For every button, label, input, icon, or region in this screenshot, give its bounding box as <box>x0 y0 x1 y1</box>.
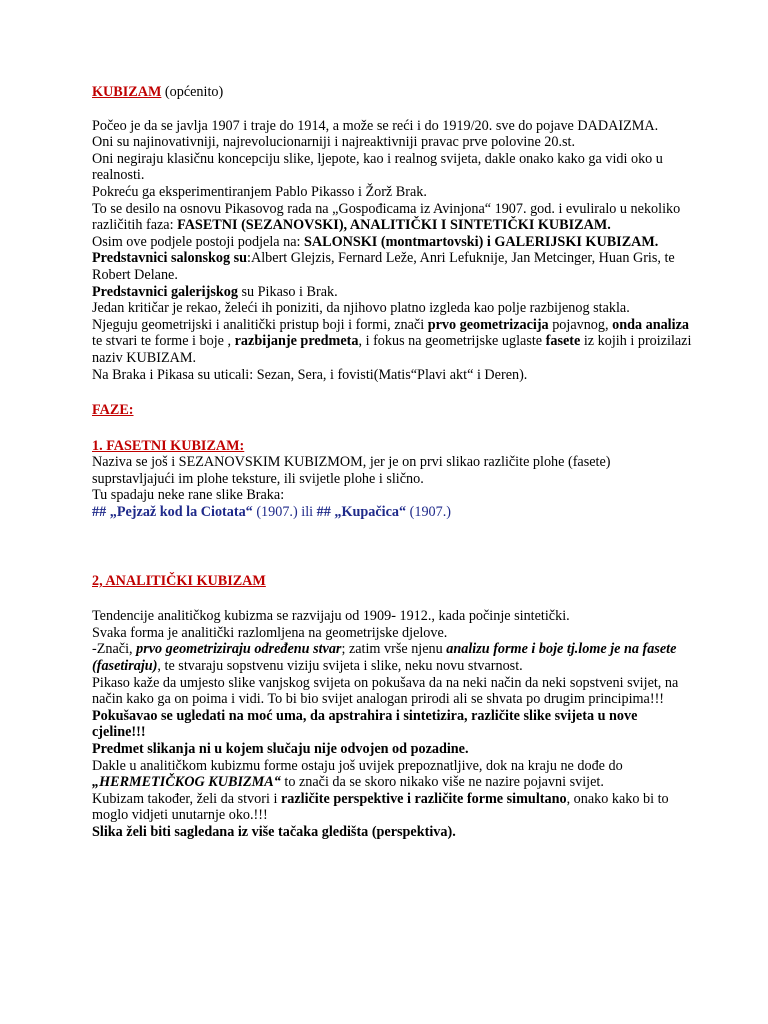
section-1-paragraph-1: Naziva se još i SEZANOVSKIM KUBIZMOM, jer je on prvi slikao različite plohe (fasete) suprstavljajući im plohe teksture, ili svijetle plohe i slično. <box>92 454 611 487</box>
intro-6-bold: SALONSKI (montmartovski) i GALERIJSKI KUBIZAM. <box>304 233 659 250</box>
page-title: KUBIZAM <box>92 84 162 100</box>
intro-10-i: iz kojih i proizilazi naziv KUBIZAM. <box>92 333 692 366</box>
section-1-heading: 1. FASETNI KUBIZAM: <box>92 437 245 454</box>
intro-8-text: su Pikaso i Brak. <box>237 283 338 300</box>
intro-10-c: pojavnog, <box>548 316 613 333</box>
intro-paragraph-1: Počeo je da se javlja 1907 i traje do 1914, a može se reći i do 1919/20. sve do pojave DADAIZMA. <box>92 117 659 134</box>
section-2-paragraph-2: Svaka forma je analitički razlomljena na geometrijske djelove. <box>92 624 448 641</box>
intro-10-a: Njeguju geometrijski i analitički pristup boji i formi, znači <box>92 316 428 333</box>
intro-10-g: , i fokus na geometrijske uglaste <box>358 333 546 350</box>
s2-7-c: to znači da se skoro nikako više ne nazire pojavni svijet. <box>280 774 604 791</box>
s2-7-b: „HERMETIČKOG KUBIZMA“ <box>92 774 281 791</box>
intro-paragraph-6 <box>92 234 692 251</box>
document-page <box>92 84 692 841</box>
s2-3-c: ; zatim vrše njenu <box>341 641 447 658</box>
s2-8-c: , onako kako bi to moglo vidjeti unutarnje oko.!!! <box>92 790 669 824</box>
s2-8-b: različite perspektive i različite forme simultano <box>280 790 567 807</box>
intro-10-b: prvo geometrizacija <box>427 316 549 333</box>
faze-heading: FAZE: <box>92 402 134 419</box>
intro-paragraph-10 <box>92 317 692 367</box>
intro-5-text: To se desilo na osnovu Pikasovog rada na „Gospođicama iz Avinjona“ 1907. god. i evuliralo u nekoliko različitih faza: <box>92 200 681 234</box>
section-2-paragraph-1: Tendencije analitičkog kubizma se razvijaju od 1909- 1912., kada počinje sintetički. <box>92 608 570 625</box>
intro-10-d: onda analiza <box>612 316 689 333</box>
work-1-title: ## „Pejzaž kod la Ciotata“ <box>92 504 253 521</box>
section-2-paragraph-5: Pokušavao se ugledati na moć uma, da apstrahira i sintetizira, različite slike svijeta u nove cjeline!!! <box>92 707 638 741</box>
section-2-paragraph-4: Pikaso kaže da umjesto slike vanjskog svijeta on pokušava da na neki način da neki sopstveni svijet, na način kako ga on poima i vidi. To bi bio svijet analogan prirodi ali se shvata po drugim principima!!! <box>92 674 679 708</box>
section-2-heading: 2, ANALITIČKI KUBIZAM <box>92 572 266 589</box>
intro-7-bold: Predstavnici salonskog su <box>92 250 248 267</box>
intro-paragraph-3: Oni negiraju klasičnu koncepciju slike, ljepote, kao i realnog svijeta, dakle onako kako ga vidi oko u realnosti. <box>92 150 663 184</box>
s2-8-a: Kubizam također, želi da stvori i <box>92 790 281 807</box>
section-2-paragraph-3 <box>92 641 692 674</box>
intro-paragraph-9: Jedan kritičar je rekao, želeći ih poniziti, da njihovo platno izgleda kao polje razbijenog stakla. <box>92 300 630 317</box>
intro-6-text: Osim ove podjele postoji podjela na: <box>92 233 304 250</box>
intro-paragraph-4: Pokreću ga eksperimentiranjem Pablo Pikasso i Žorž Brak. <box>92 183 427 200</box>
work-2-year: (1907.) <box>406 504 452 521</box>
page-subtitle: (općenito) <box>161 84 224 100</box>
intro-10-f: razbijanje predmeta <box>234 333 359 350</box>
intro-8-bold: Predstavnici galerijskog <box>92 283 238 300</box>
section-2-paragraph-8 <box>92 791 692 824</box>
s2-3-e: , te stvaraju sopstvenu viziju svijeta i slike, neku novu stvarnost. <box>157 658 523 675</box>
intro-paragraph-11: Na Braka i Pikasa su uticali: Sezan, Sera, i fovisti(Matis“Plavi akt“ i Deren). <box>92 366 528 383</box>
s2-3-d: analizu forme i boje tj.lome je na fasete (fasetiraju) <box>92 641 677 675</box>
intro-paragraph-5 <box>92 201 692 234</box>
intro-paragraph-8 <box>92 284 692 301</box>
intro-5-bold: FASETNI (SEZANOVSKI), ANALITIČKI I SINTETIČKI KUBIZAM. <box>177 217 611 234</box>
section-1-works <box>92 504 692 521</box>
intro-10-e: te stvari te forme i boje , <box>92 333 235 350</box>
work-2-title: ## „Kupačica“ <box>316 504 407 521</box>
intro-paragraph-7 <box>92 250 692 283</box>
section-1-paragraph-2: Tu spadaju neke rane slike Braka: <box>92 487 285 504</box>
work-1-year: (1907.) ili <box>252 504 317 521</box>
intro-paragraph-2: Oni su najinovativniji, najrevolucionarniji i najreaktivniji pravac prve polovine 20.st. <box>92 134 576 151</box>
section-2-paragraph-9: Slika želi biti sagledana iz više tačaka gledišta (perspektiva). <box>92 823 456 840</box>
section-2-paragraph-7 <box>92 758 692 791</box>
s2-3-b: prvo geometriziraju određenu stvar <box>136 641 342 658</box>
s2-3-a: -Znači, <box>92 641 137 658</box>
section-2-paragraph-6: Predmet slikanja ni u kojem slučaju nije odvojen od pozadine. <box>92 741 469 757</box>
intro-10-h: fasete <box>545 333 581 350</box>
intro-7-text: :Albert Glejzis, Fernard Leže, Anri Lefuknije, Jan Metcinger, Huan Gris, te Robert Delane. <box>92 250 675 283</box>
s2-7-a: Dakle u analitičkom kubizmu forme ostaju još uvijek prepoznatljive, dok na kraju ne dođe do <box>92 757 623 774</box>
title-line <box>92 84 692 101</box>
